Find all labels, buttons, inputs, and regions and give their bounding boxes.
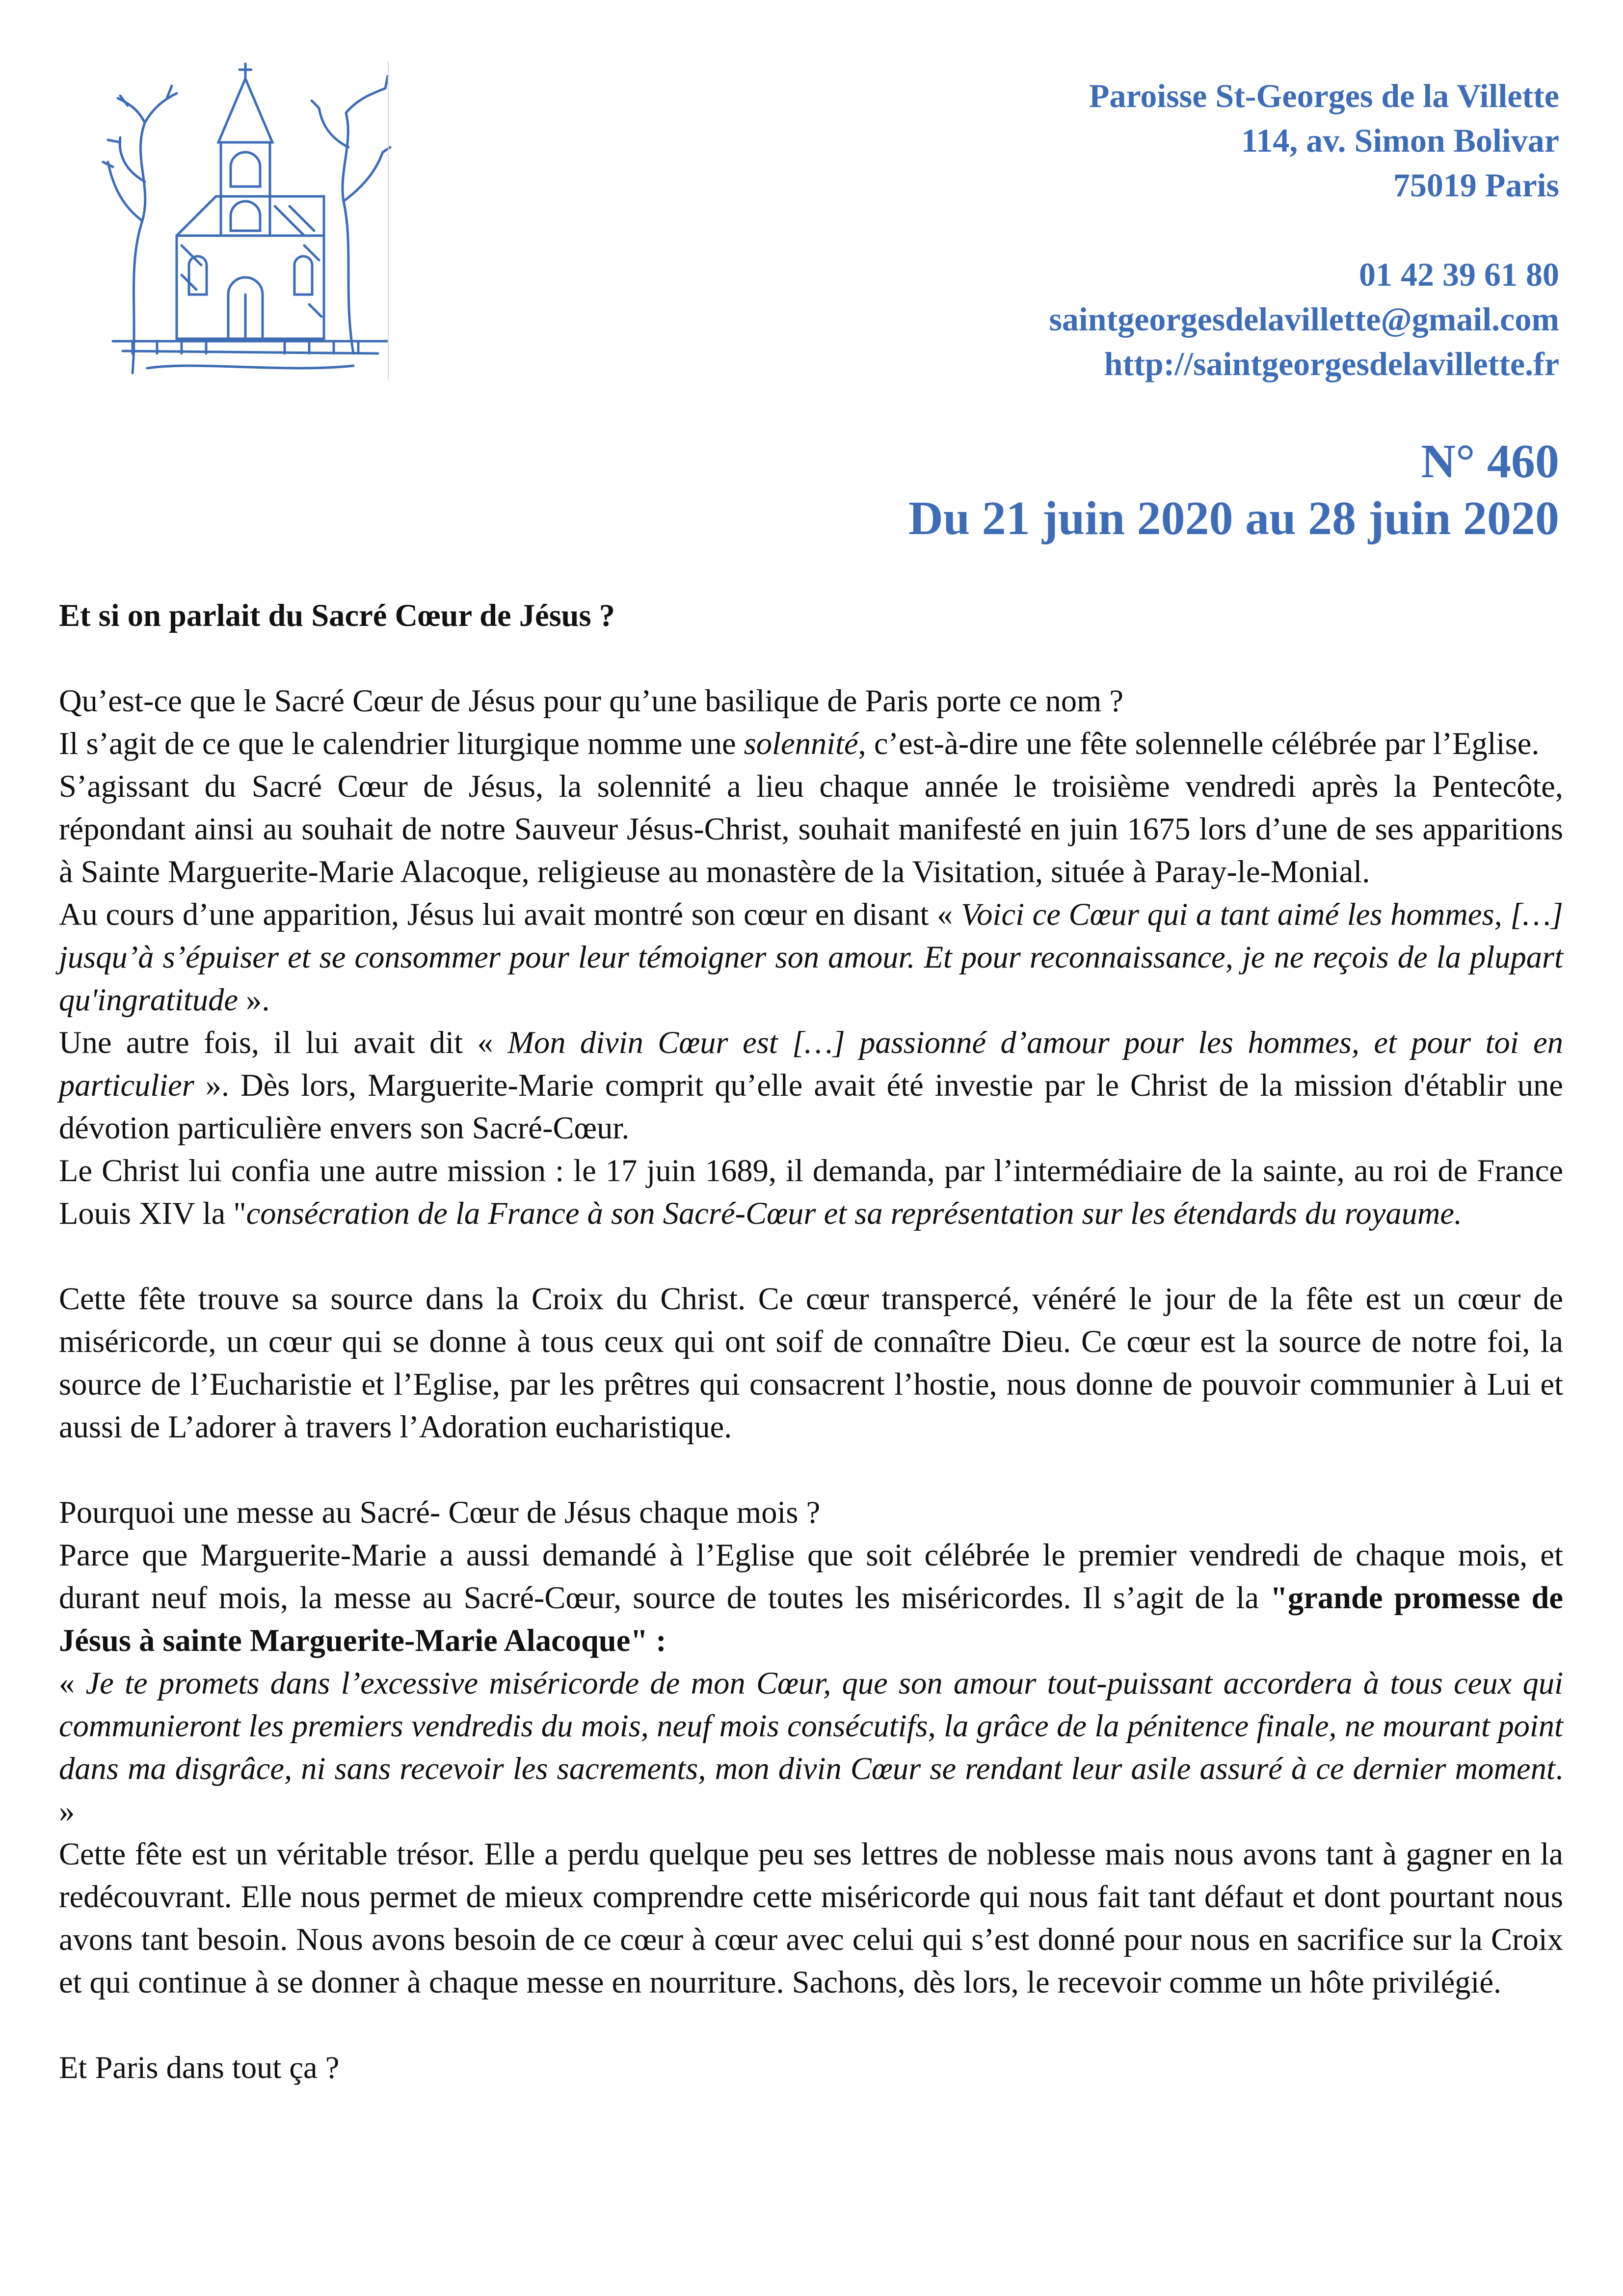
paragraph: Au cours d’une apparition, Jésus lui avait montré son cœur en disant « Voici ce Cœur qui a tant aimé les hommes, […] jusqu’à s’épuiser et se consommer pour leur témoigner son amour. Et pour reconnaissance, je ne reçois de la plupart qu'ingratitude ». — [59, 897, 1563, 1017]
paragraph: Le Christ lui confia une autre mission : le 17 juin 1689, il demanda, par l’intermédiaire de la sainte, au roi de France Louis XIV la "consécration de la France à son Sacré-Cœur et sa représentation sur les étendards du royaume. — [59, 1153, 1563, 1231]
church-sketch-icon — [98, 59, 393, 383]
phone-number: 01 42 39 61 80 — [1359, 256, 1559, 293]
closing-question: Et Paris dans tout ça ? — [59, 2050, 340, 2085]
logo-divider — [388, 61, 389, 380]
address-city: 75019 Paris — [1393, 166, 1559, 204]
paragraph: Cette fête trouve sa source dans la Croix du Christ. Ce cœur transpercé, vénéré le jour de la fête est un cœur de miséricorde, un cœur qui se donne à tous ceux qui ont soif de connaître Dieu. Ce cœur est la source de notre foi, la source de l’Eucharistie et l’Eglise, par les prêtres qui consacrent l’hostie, nous donne de pouvoir communier à Lui et aussi de L’adorer à travers l’Adoration eucharistique. — [59, 1281, 1563, 1444]
website-link[interactable]: http://saintgeorgesdelavillette.fr — [1104, 345, 1559, 382]
promise-quotation: « Je te promets dans l’excessive miséricorde de mon Cœur, que son amour tout-puissant accordera à tous ceux qui communieront les premiers vendredis du mois, neuf mois consécutifs, la grâce de la pénitence finale, ne mourant point dans ma disgrâce, ni sans recevoir les sacrements, mon divin Cœur se rendant leur asile assuré à ce dernier moment. » — [59, 1666, 1563, 1829]
emphasis: solennité — [744, 726, 858, 761]
paragraph: S’agissant du Sacré Cœur de Jésus, la solennité a lieu chaque année le troisième vendredi après la Pentecôte, répondant ainsi au souhait de notre Sauveur Jésus-Christ, souhait manifesté en juin 1675 lors d’une de ses apparitions à Sainte Marguerite-Marie Alacoque, religieuse au monastère de la Visitation, située à Paray-le-Monial. — [59, 769, 1563, 889]
parish-name: Paroisse St-Georges de la Villette — [1089, 77, 1559, 114]
issue-block — [908, 432, 1559, 546]
quotation: consécration de la France à son Sacré-Cœur et sa représentation sur les étendards du royaume. — [246, 1196, 1463, 1231]
paragraph: Parce que Marguerite-Marie a aussi demandé à l’Eglise que soit célébrée le premier vendredi de chaque mois, et durant neuf mois, la messe au Sacré-Cœur, source de toutes les miséricordes. Il s’agit de la "grande promesse de Jésus à sainte Marguerite-Marie Alacoque" : — [59, 1538, 1563, 1658]
email-link[interactable]: saintgeorgesdelavillette@gmail.com — [1049, 300, 1559, 338]
parish-header — [1049, 74, 1559, 386]
quotation: Mon divin Cœur est […] passionné d’amour pour les hommes, et pour toi en particulier — [59, 1025, 1563, 1103]
article-body — [59, 594, 1563, 2089]
paragraph: Une autre fois, il lui avait dit « Mon divin Cœur est […] passionné d’amour pour les hommes, et pour toi en particulier ». Dès lors, Marguerite-Marie comprit qu’elle avait été investie par le Christ de la mission d'établir une dévotion particulière envers son Sacré-Cœur. — [59, 1025, 1563, 1145]
quotation: Voici ce Cœur qui a tant aimé les hommes, […] jusqu’à s’épuiser et se consommer pour leur témoigner son amour. Et pour reconnaissance, je ne reçois de la plupart qu'ingratitude — [59, 897, 1563, 1017]
issue-number: N° 460 — [1421, 435, 1559, 488]
paragraph: Pourquoi une messe au Sacré- Cœur de Jésus chaque mois ? — [59, 1495, 821, 1530]
paragraph: Il s’agit de ce que le calendrier liturgique nomme une solennité, c’est-à-dire une fête solennelle célébrée par l’Eglise. — [59, 726, 1540, 761]
promise-heading: "grande promesse de Jésus à sainte Marguerite-Marie Alacoque" : — [59, 1580, 1563, 1658]
issue-date-range: Du 21 juin 2020 au 28 juin 2020 — [908, 492, 1559, 545]
article-title: Et si on parlait du Sacré Cœur de Jésus ? — [59, 598, 615, 633]
address-street: 114, av. Simon Bolivar — [1241, 122, 1559, 159]
paragraph: Cette fête est un véritable trésor. Elle a perdu quelque peu ses lettres de noblesse mais nous avons tant à gagner en la redécouvrant. Elle nous permet de mieux comprendre cette miséricorde qui nous fait tant défaut et dont pourtant nous avons tant besoin. Nous avons besoin de ce cœur à cœur avec celui qui s’est donné pour nous en sacrifice sur la Croix et qui continue à se donner à chaque messe en nourriture. Sachons, dès lors, le recevoir comme un hôte privilégié. — [59, 1837, 1563, 1999]
paragraph: Qu’est-ce que le Sacré Cœur de Jésus pour qu’une basilique de Paris porte ce nom ? — [59, 683, 1124, 718]
